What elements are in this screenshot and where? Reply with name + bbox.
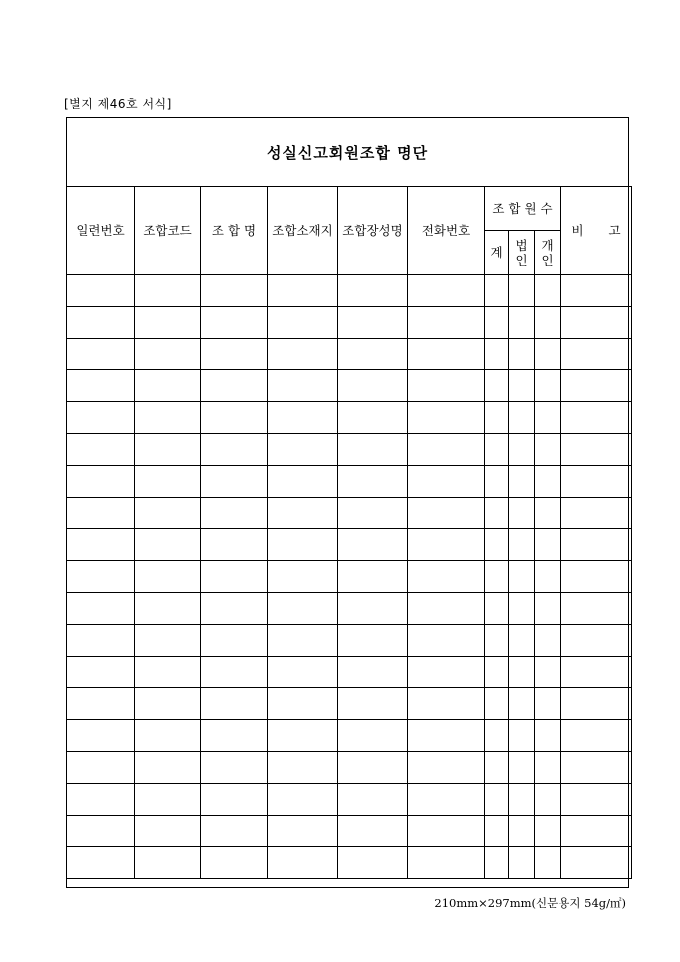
cell-member-individual[interactable] [535,433,561,465]
table-row [67,306,632,338]
header-member-corporate-char-1: 법 [515,237,528,253]
table-row [67,370,632,402]
table-row [67,529,632,561]
cell-phone[interactable] [408,688,485,720]
cell-remarks[interactable] [561,656,632,688]
cell-union-name[interactable] [201,783,268,815]
table-row [67,338,632,370]
cell-serial-no[interactable] [67,402,135,434]
cell-union-name[interactable] [201,275,268,307]
cell-union-code[interactable] [135,847,201,879]
cell-phone[interactable] [408,656,485,688]
cell-union-code[interactable] [135,656,201,688]
cell-remarks[interactable] [561,847,632,879]
header-member-individual [535,231,561,275]
table-row [67,624,632,656]
cell-union-address[interactable] [268,656,338,688]
cell-serial-no[interactable] [67,370,135,402]
cell-member-individual[interactable] [535,497,561,529]
cell-union-code[interactable] [135,815,201,847]
cell-remarks[interactable] [561,529,632,561]
cell-remarks[interactable] [561,688,632,720]
cell-union-name[interactable] [201,656,268,688]
cell-member-total[interactable] [485,433,509,465]
cell-member-total[interactable] [485,624,509,656]
cell-phone[interactable] [408,465,485,497]
cell-member-total[interactable] [485,529,509,561]
cell-union-address[interactable] [268,815,338,847]
cell-serial-no[interactable] [67,751,135,783]
cell-union-address[interactable] [268,624,338,656]
cell-remarks[interactable] [561,815,632,847]
cell-union-name[interactable] [201,720,268,752]
table-row [67,561,632,593]
cell-union-head[interactable] [338,592,408,624]
table-row [67,433,632,465]
cell-union-head[interactable] [338,783,408,815]
cell-union-address[interactable] [268,592,338,624]
cell-phone[interactable] [408,592,485,624]
cell-union-code[interactable] [135,561,201,593]
cell-serial-no[interactable] [67,847,135,879]
cell-member-individual[interactable] [535,847,561,879]
cell-union-head[interactable] [338,275,408,307]
cell-member-total[interactable] [485,656,509,688]
cell-union-head[interactable] [338,529,408,561]
cell-phone[interactable] [408,306,485,338]
cell-union-head[interactable] [338,370,408,402]
cell-union-head[interactable] [338,656,408,688]
cell-member-individual[interactable] [535,751,561,783]
form-title: 성실신고회원조합 명단 [266,143,429,162]
cell-remarks[interactable] [561,433,632,465]
cell-union-address[interactable] [268,529,338,561]
cell-remarks[interactable] [561,561,632,593]
cell-member-corporate[interactable] [509,624,535,656]
cell-phone[interactable] [408,338,485,370]
cell-union-address[interactable] [268,433,338,465]
cell-serial-no[interactable] [67,688,135,720]
cell-member-corporate[interactable] [509,815,535,847]
cell-remarks[interactable] [561,306,632,338]
cell-remarks[interactable] [561,720,632,752]
cell-union-head[interactable] [338,338,408,370]
cell-member-individual[interactable] [535,656,561,688]
cell-serial-no[interactable] [67,306,135,338]
cell-member-individual[interactable] [535,815,561,847]
cell-union-head[interactable] [338,433,408,465]
cell-union-code[interactable] [135,306,201,338]
cell-union-address[interactable] [268,847,338,879]
cell-member-total[interactable] [485,815,509,847]
cell-member-corporate[interactable] [509,783,535,815]
cell-union-code[interactable] [135,624,201,656]
cell-union-address[interactable] [268,402,338,434]
table-row [67,815,632,847]
cell-union-name[interactable] [201,338,268,370]
cell-union-address[interactable] [268,561,338,593]
cell-union-code[interactable] [135,497,201,529]
cell-union-name[interactable] [201,370,268,402]
header-member-individual-char-1: 개 [541,237,554,253]
cell-union-code[interactable] [135,370,201,402]
header-row-1 [67,187,632,231]
cell-serial-no[interactable] [67,338,135,370]
cell-remarks[interactable] [561,497,632,529]
header-union-name: 조 합 명 [201,187,268,275]
header-union-head: 조합장성명 [338,187,408,275]
cell-member-corporate[interactable] [509,275,535,307]
cell-remarks[interactable] [561,751,632,783]
cell-member-corporate[interactable] [509,370,535,402]
cell-phone[interactable] [408,561,485,593]
cell-member-corporate[interactable] [509,529,535,561]
cell-member-individual[interactable] [535,561,561,593]
cell-member-corporate[interactable] [509,847,535,879]
cell-member-corporate[interactable] [509,497,535,529]
table-row [67,656,632,688]
cell-union-code[interactable] [135,402,201,434]
table-row [67,720,632,752]
table-row [67,275,632,307]
cell-union-name[interactable] [201,433,268,465]
cell-member-corporate[interactable] [509,433,535,465]
cell-union-address[interactable] [268,688,338,720]
cell-union-name[interactable] [201,306,268,338]
cell-remarks[interactable] [561,465,632,497]
cell-remarks[interactable] [561,624,632,656]
cell-member-total[interactable] [485,370,509,402]
header-union-address: 조합소재지 [268,187,338,275]
table-row [67,465,632,497]
cell-union-address[interactable] [268,783,338,815]
cell-member-individual[interactable] [535,370,561,402]
form-number: [별지 제46호 서식] [64,97,172,111]
cell-union-address[interactable] [268,370,338,402]
cell-member-corporate[interactable] [509,338,535,370]
cell-union-head[interactable] [338,624,408,656]
cell-serial-no[interactable] [67,529,135,561]
cell-union-code[interactable] [135,720,201,752]
cell-phone[interactable] [408,815,485,847]
cell-member-corporate[interactable] [509,306,535,338]
cell-union-head[interactable] [338,561,408,593]
cell-union-name[interactable] [201,402,268,434]
cell-member-total[interactable] [485,847,509,879]
table-row [67,847,632,879]
cell-union-code[interactable] [135,275,201,307]
cell-union-address[interactable] [268,720,338,752]
cell-phone[interactable] [408,402,485,434]
cell-union-address[interactable] [268,338,338,370]
cell-union-code[interactable] [135,433,201,465]
header-member-corporate-char-2: 인 [515,252,528,268]
header-member-total: 계 [485,231,509,275]
form-frame [66,117,629,888]
header-serial-no: 일련번호 [67,187,135,275]
cell-union-address[interactable] [268,306,338,338]
title-band [67,118,628,187]
cell-union-name[interactable] [201,751,268,783]
cell-phone[interactable] [408,847,485,879]
cell-union-code[interactable] [135,783,201,815]
cell-member-corporate[interactable] [509,751,535,783]
cell-union-code[interactable] [135,592,201,624]
cell-union-name[interactable] [201,815,268,847]
member-union-table [66,186,632,879]
cell-member-individual[interactable] [535,720,561,752]
cell-member-total[interactable] [485,688,509,720]
cell-phone[interactable] [408,529,485,561]
cell-phone[interactable] [408,370,485,402]
cell-serial-no[interactable] [67,275,135,307]
cell-union-name[interactable] [201,529,268,561]
cell-member-total[interactable] [485,338,509,370]
cell-member-total[interactable] [485,751,509,783]
cell-member-individual[interactable] [535,529,561,561]
table-row [67,497,632,529]
cell-remarks[interactable] [561,338,632,370]
cell-union-address[interactable] [268,275,338,307]
cell-member-total[interactable] [485,465,509,497]
cell-union-address[interactable] [268,497,338,529]
cell-union-code[interactable] [135,688,201,720]
cell-union-address[interactable] [268,465,338,497]
cell-member-corporate[interactable] [509,656,535,688]
cell-union-name[interactable] [201,624,268,656]
cell-union-head[interactable] [338,465,408,497]
cell-member-total[interactable] [485,402,509,434]
cell-union-code[interactable] [135,465,201,497]
cell-member-corporate[interactable] [509,720,535,752]
header-member-corporate [509,231,535,275]
cell-member-total[interactable] [485,497,509,529]
header-member-individual-char-2: 인 [541,252,554,268]
cell-serial-no[interactable] [67,656,135,688]
cell-member-corporate[interactable] [509,688,535,720]
cell-union-head[interactable] [338,688,408,720]
cell-serial-no[interactable] [67,624,135,656]
cell-member-corporate[interactable] [509,592,535,624]
cell-phone[interactable] [408,624,485,656]
cell-union-head[interactable] [338,402,408,434]
cell-member-individual[interactable] [535,338,561,370]
cell-union-head[interactable] [338,497,408,529]
cell-union-head[interactable] [338,847,408,879]
table-row [67,751,632,783]
cell-remarks[interactable] [561,275,632,307]
cell-union-name[interactable] [201,847,268,879]
cell-union-head[interactable] [338,306,408,338]
table-row [67,783,632,815]
cell-member-corporate[interactable] [509,402,535,434]
cell-union-code[interactable] [135,338,201,370]
header-union-code: 조합코드 [135,187,201,275]
cell-remarks[interactable] [561,592,632,624]
cell-phone[interactable] [408,497,485,529]
cell-member-individual[interactable] [535,402,561,434]
table-row [67,592,632,624]
header-member-count: 조 합 원 수 [485,187,561,231]
cell-member-corporate[interactable] [509,465,535,497]
cell-union-head[interactable] [338,751,408,783]
cell-member-individual[interactable] [535,275,561,307]
cell-member-corporate[interactable] [509,561,535,593]
cell-serial-no[interactable] [67,815,135,847]
cell-member-individual[interactable] [535,688,561,720]
cell-union-name[interactable] [201,497,268,529]
cell-member-total[interactable] [485,720,509,752]
cell-remarks[interactable] [561,783,632,815]
cell-union-name[interactable] [201,592,268,624]
table-row [67,402,632,434]
cell-remarks[interactable] [561,370,632,402]
cell-serial-no[interactable] [67,720,135,752]
cell-member-total[interactable] [485,592,509,624]
cell-union-head[interactable] [338,815,408,847]
cell-serial-no[interactable] [67,592,135,624]
cell-member-individual[interactable] [535,783,561,815]
cell-union-name[interactable] [201,561,268,593]
cell-member-total[interactable] [485,561,509,593]
cell-member-individual[interactable] [535,592,561,624]
cell-union-head[interactable] [338,720,408,752]
cell-member-individual[interactable] [535,624,561,656]
header-remarks: 비 고 [561,187,632,275]
cell-member-individual[interactable] [535,465,561,497]
cell-member-total[interactable] [485,306,509,338]
cell-phone[interactable] [408,783,485,815]
cell-phone[interactable] [408,751,485,783]
cell-member-total[interactable] [485,275,509,307]
cell-union-code[interactable] [135,751,201,783]
cell-phone[interactable] [408,433,485,465]
table-row [67,688,632,720]
cell-phone[interactable] [408,275,485,307]
cell-phone[interactable] [408,720,485,752]
cell-union-code[interactable] [135,529,201,561]
cell-remarks[interactable] [561,402,632,434]
paper-spec-footer: 210mm×297mm(신문용지 54g/㎡) [434,896,626,910]
cell-union-address[interactable] [268,751,338,783]
cell-union-name[interactable] [201,688,268,720]
cell-member-total[interactable] [485,783,509,815]
cell-serial-no[interactable] [67,465,135,497]
cell-member-individual[interactable] [535,306,561,338]
cell-serial-no[interactable] [67,497,135,529]
cell-union-name[interactable] [201,465,268,497]
cell-serial-no[interactable] [67,561,135,593]
header-phone: 전화번호 [408,187,485,275]
cell-serial-no[interactable] [67,433,135,465]
cell-serial-no[interactable] [67,783,135,815]
